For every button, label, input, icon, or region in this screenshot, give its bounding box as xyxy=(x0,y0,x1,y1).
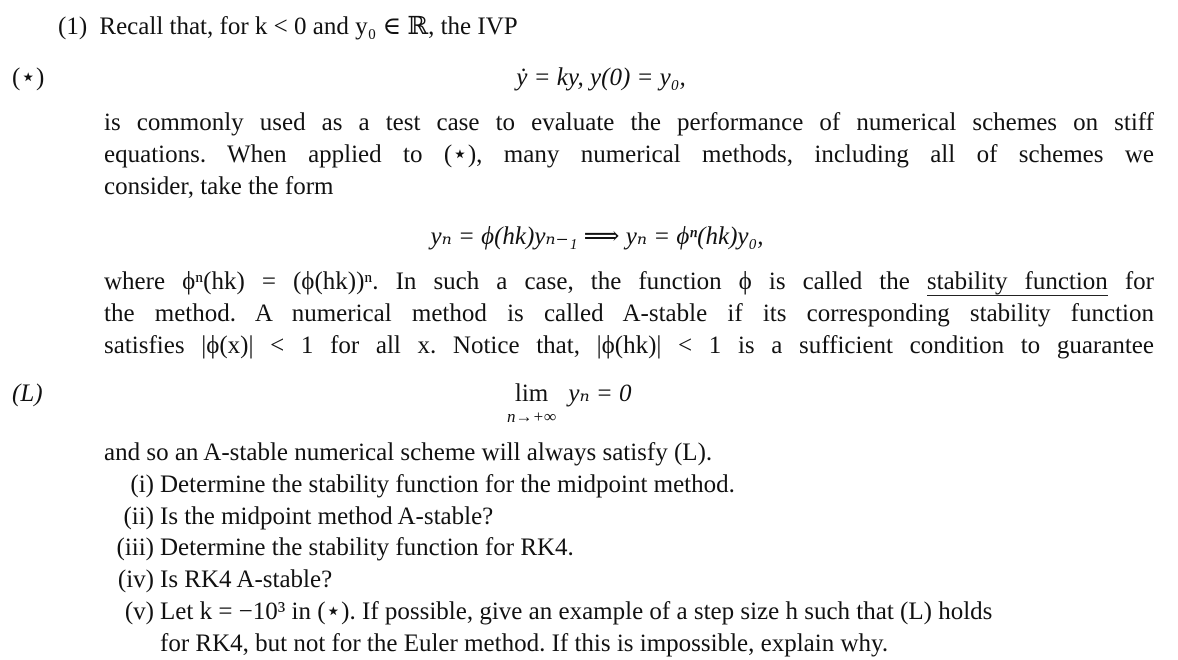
sub-question-label: (iii) xyxy=(116,534,154,561)
sub-question-text: Let k = −10³ in (⋆). If possible, give an example of a step size h such that (L) holds xyxy=(160,598,993,625)
conclusion-line: and so an A-stable numerical scheme will always satisfy (L). xyxy=(104,439,713,466)
sub-question-label: (ii) xyxy=(123,503,154,530)
problem-intro-line xyxy=(58,11,518,43)
equation-L xyxy=(507,378,631,424)
sub-question-v xyxy=(98,596,1154,628)
paragraph-2-line-2: the method. A numerical method is called A-stable if its corresponding stability function xyxy=(104,300,1154,327)
sub-question-ii xyxy=(98,501,493,533)
paragraph-1-line-1: is commonly used as a test case to evaluate the performance of numerical schemes on stiff xyxy=(104,109,1154,136)
equation-recursion: yₙ = ϕ(hk)yₙ₋₁ ⟹ yₙ = ϕⁿ(hk)y₀, xyxy=(430,223,764,250)
sub-question-text: Is RK4 A-stable? xyxy=(160,566,333,593)
problem-number: (1) xyxy=(58,13,88,40)
sub-question-i xyxy=(98,469,735,501)
sub-question-label: (iv) xyxy=(117,566,154,593)
sub-question-iv xyxy=(98,564,332,596)
equation-star: ẏ = ky, y(0) = y₀, xyxy=(516,64,686,91)
sub-question-label: (v) xyxy=(124,598,154,625)
equation-L-tag: (L) xyxy=(12,380,43,407)
paragraph-1-line-2: equations. When applied to (⋆), many numerical methods, including all of schemes we xyxy=(104,141,1154,168)
limit-expression: yₙ = 0 xyxy=(568,380,632,407)
limit-word: lim xyxy=(514,380,549,407)
equation-star-tag: (⋆) xyxy=(12,64,45,91)
sub-question-v-continuation: for RK4, but not for the Euler method. If this is impossible, explain why. xyxy=(160,630,889,657)
sub-question-iii xyxy=(98,532,574,564)
paragraph-2-line-1-before: where ϕⁿ(hk) = (ϕ(hk))ⁿ. In such a case, the function ϕ is called the xyxy=(104,268,910,295)
stability-function-term: stability function xyxy=(926,268,1108,295)
paragraph-2-line-1-after: for xyxy=(1124,268,1155,295)
sub-question-text: Determine the stability function for the midpoint method. xyxy=(160,471,735,498)
sub-question-label: (i) xyxy=(130,471,154,498)
paragraph-2-line-1 xyxy=(104,266,1154,298)
sub-question-text: Determine the stability function for RK4. xyxy=(160,534,574,561)
paragraph-1-line-3: consider, take the form xyxy=(104,173,334,200)
paragraph-2-line-3: satisfies |ϕ(x)| < 1 for all x. Notice that, |ϕ(hk)| < 1 is a sufficient condition to guarantee xyxy=(104,332,1154,359)
sub-question-text: Is the midpoint method A-stable? xyxy=(160,503,494,530)
limit-operator xyxy=(507,378,556,424)
limit-subscript: n→+∞ xyxy=(507,407,557,426)
problem-intro: Recall that, for k < 0 and y₀ ∈ ℝ, the IVP xyxy=(99,13,518,40)
